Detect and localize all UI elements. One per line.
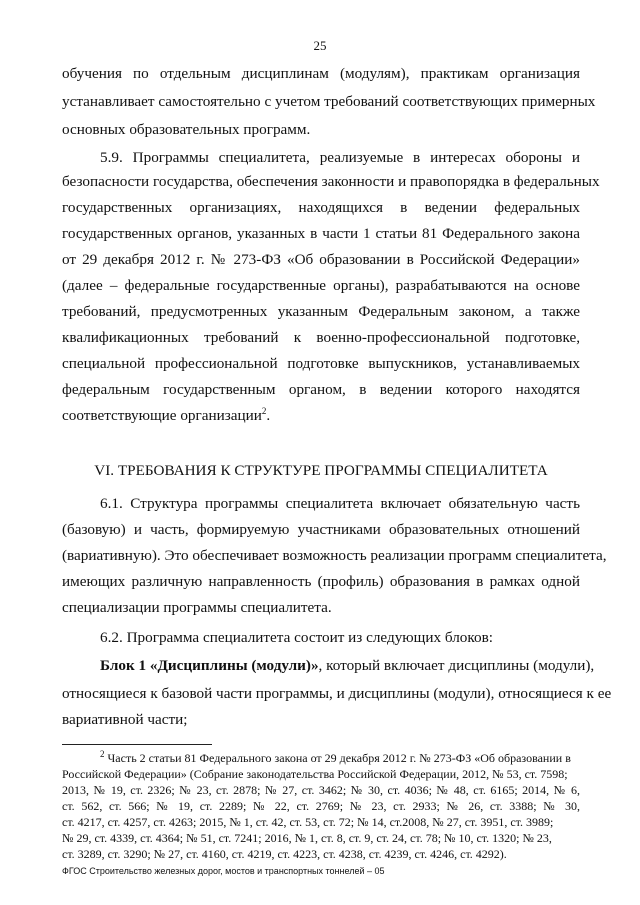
text-line: государственных организациях, находящихся в ведении федеральных	[62, 199, 580, 216]
text-line: квалификационных требований к военно-профессиональной подготовке,	[62, 329, 580, 346]
paragraph-6-1-first-line: 6.1. Структура программы специалитета включает обязательную часть	[100, 495, 580, 512]
text-line: (базовую) и часть, формируемую участниками образовательных отношений	[62, 521, 580, 538]
footnote-line: Российской Федерации» (Собрание законодательства Российской Федерации, 2012, № 53, ст. 7598;	[62, 767, 568, 781]
text-line: федеральным государственным органом, в ведении которого находятся	[62, 381, 580, 398]
page-footer: ФГОС Строительство железных дорог, мостов и транспортных тоннелей – 05	[62, 866, 385, 876]
footnote-number: 2	[100, 749, 105, 759]
text-line: от 29 декабря 2012 г. № 273-ФЗ «Об образовании в Российской Федерации»	[62, 251, 580, 268]
text-line: специализации программы специалитета.	[62, 599, 332, 616]
paragraph-5-9-first-line: 5.9. Программы специалитета, реализуемые в интересах обороны и	[100, 149, 580, 166]
footnote-first-line	[100, 750, 580, 766]
footnote-line: ст. 3289, ст. 3290; № 27, ст. 4160, ст. 4219, ст. 4223, ст. 4238, ст. 4239, ст. 4246, ст. 4292).	[62, 847, 507, 861]
footnote-line: № 29, ст. 4339, ст. 4364; № 51, ст. 7241; 2016, № 1, ст. 8, ст. 9, ст. 24, ст. 78; № 10, ст. 1320; № 23,	[62, 831, 552, 845]
footnote-line: 2013, № 19, ст. 2326; № 23, ст. 2878; № 27, ст. 3462; № 30, ст. 4036; № 48, ст. 6165; 2014, № 6,	[62, 783, 580, 797]
text-line: обучения по отдельным дисциплинам (модулям), практикам организация	[62, 65, 580, 82]
text-line: безопасности государства, обеспечения законности и правопорядка в федеральных	[62, 173, 600, 190]
text-line: устанавливает самостоятельно с учетом требований соответствующих примерных	[62, 93, 596, 110]
text-span: , который включает дисциплины (модули),	[318, 657, 595, 674]
text-span: .	[266, 407, 271, 424]
text-span: соответствующие организации	[62, 407, 262, 424]
footnote-reference[interactable]: 2	[261, 405, 267, 416]
text-line	[62, 406, 580, 426]
text-line: вариативной части;	[62, 711, 188, 728]
text-line: основных образовательных программ.	[62, 121, 311, 138]
text-line: относящиеся к базовой части программы, и дисциплины (модули), относящиеся к ее	[62, 685, 612, 702]
footnote-separator	[62, 744, 212, 745]
text-line: требований, предусмотренных указанным Федеральным законом, а также	[62, 303, 580, 320]
text-line: имеющих различную направленность (профиль) образования в рамках одной	[62, 573, 580, 590]
page-number: 25	[313, 38, 327, 53]
footnote-line: ст. 562, ст. 566; № 19, ст. 2289; № 22, ст. 2769; № 23, ст. 2933; № 26, ст. 3388; № 30,	[62, 799, 580, 813]
text-line: (далее – федеральные государственные органы), разрабатываются на основе	[62, 277, 580, 294]
text-line: специальной профессиональной подготовке выпускников, устанавливаемых	[62, 355, 580, 372]
text-span: Часть 2 статьи 81 Федерального закона от 29 декабря 2012 г. № 273-ФЗ «Об образовании в	[104, 751, 571, 765]
section-heading: VI. ТРЕБОВАНИЯ К СТРУКТУРЕ ПРОГРАММЫ СПЕЦИАЛИТЕТА	[94, 462, 548, 479]
paragraph-6-2: 6.2. Программа специалитета состоит из следующих блоков:	[100, 629, 493, 646]
block-1-title: Блок 1 «Дисциплины (модули)»	[100, 657, 319, 674]
text-line: государственных органов, указанных в части 1 статьи 81 Федерального закона	[62, 225, 580, 242]
footnote-line: ст. 4217, ст. 4257, ст. 4263; 2015, № 1, ст. 42, ст. 53, ст. 72; № 14, ст.2008, № 27, ст. 3951, ст. 3989;	[62, 815, 554, 829]
block-1-line	[100, 656, 595, 676]
text-line: (вариативную). Это обеспечивает возможность реализации программ специалитета,	[62, 547, 607, 564]
